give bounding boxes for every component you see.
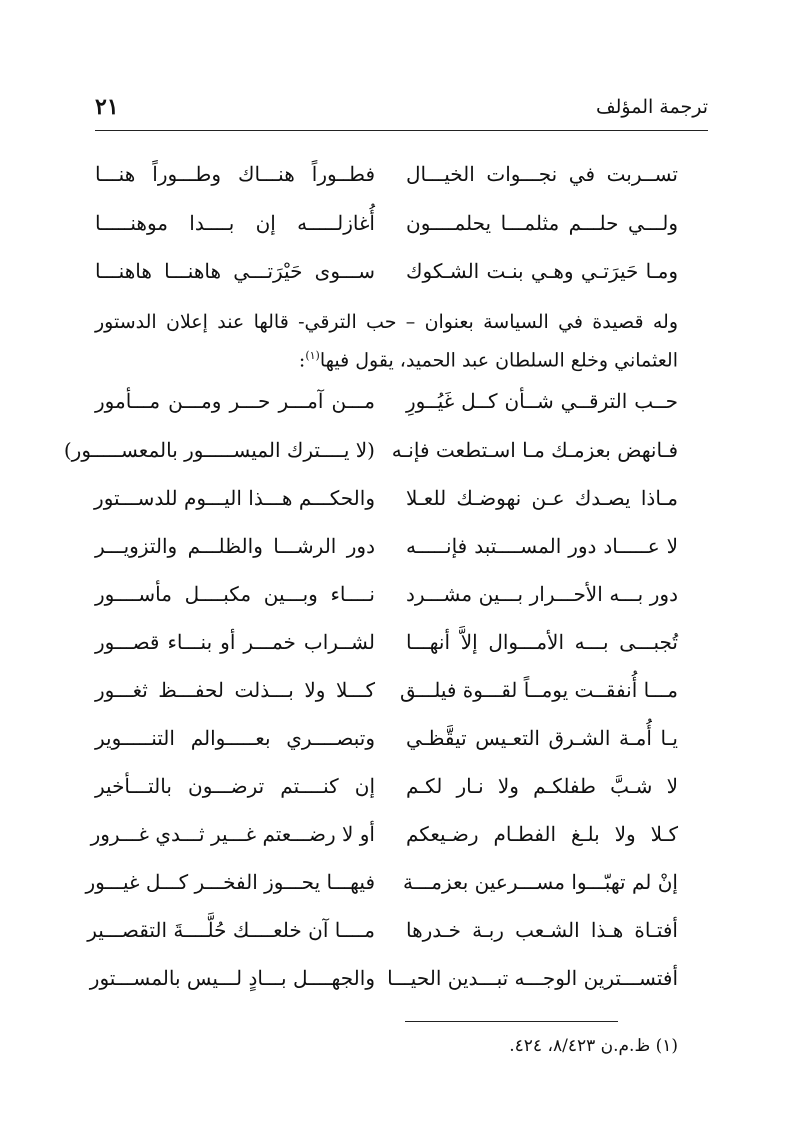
verse-first-hemistich: يـا أُمـة الشـرق التعـيس تيقَّظـي: [406, 726, 678, 750]
verse-first-hemistich: أفتـاة هـذا الشـعب ربـة خـدرها: [406, 918, 678, 942]
verse-first-hemistich: كـلا ولا بلـغ الفطـام رضـيعكم: [406, 822, 678, 846]
verse-line: [95, 574, 678, 614]
verse-line: [95, 670, 678, 710]
footnote: (١) ظ.م.ن ٨/٤٢٣، ٤٢٤.: [509, 1036, 678, 1056]
prose-paragraph: [95, 305, 678, 377]
verse-line: [95, 622, 678, 662]
verse-first-hemistich: حــب الترقــي شــأن كــل غَيُــورِ: [406, 389, 678, 413]
verse-second-hemistich: (لا يــــترك الميســـــور بالمعســـــور): [63, 438, 375, 462]
verse-first-hemistich: مـــا أُنفقــت يومــاً لقـــوة فيلـــق: [399, 678, 678, 702]
footnote-reference: (١): [305, 349, 320, 362]
verse-first-hemistich: أفتســـترين الوجـــه تبـــدين الحيـــا: [387, 966, 678, 990]
verse-second-hemistich: أُغازلـــــه إن بــــدا موهنـــــا: [95, 211, 375, 235]
verse-line: [85, 862, 678, 902]
verse-second-hemistich: نــــاء وبـــين مكبــــل مأســــور: [95, 582, 375, 606]
verse-second-hemistich: إن كنــــتم ترضـــون بالتـــأخير: [95, 774, 375, 798]
verse-first-hemistich: لا شـبَّ طفلكـم ولا نـار لكـم: [406, 774, 678, 798]
verse-line: [63, 430, 678, 470]
verse-second-hemistich: والجهــــل بـــادٍ لـــيس بالمســـتور: [89, 966, 375, 990]
verse-first-hemistich: دور بـــه الأحـــرار بـــين مشـــرد: [406, 582, 678, 606]
verse-second-hemistich: مــــا آن خلعــــك حُلَّــــةَ التقصـــير: [87, 918, 375, 942]
verse-line: [90, 814, 678, 854]
verse-line: [95, 251, 678, 291]
verse-line: [95, 478, 678, 518]
verse-second-hemistich: وتبصــــري بعـــــوالم التنـــــوير: [95, 726, 375, 750]
verse-line: [95, 381, 678, 421]
footnote-divider: [405, 1021, 618, 1022]
verse-first-hemistich: فـانهض بعزمـك مـا اسـتطعت فإنـه: [391, 438, 678, 462]
verse-second-hemistich: مـــن آمـــر حـــر ومـــن مـــأمور: [95, 389, 375, 413]
verse-line: [95, 154, 678, 194]
verse-first-hemistich: مـاذا يصـدك عـن نهوضـك للعـلا: [406, 486, 678, 510]
prose-text: وله قصيدة في السياسة بعنوان – حب الترقي- قالها عند إعلان الدستور العثماني وخلع السلطان عبد الحميد، يقول فيها: [95, 311, 678, 372]
verse-second-hemistich: فيهـــا يحـــوز الفخـــر كـــل غيـــور: [85, 870, 375, 894]
verse-second-hemistich: دور الرشـــا والظلـــم والتزويـــر: [95, 534, 375, 558]
verse-line: [95, 203, 678, 243]
verse-first-hemistich: تُجبـــى بـــه الأمـــوال إلاَّ أنهـــا: [406, 630, 678, 654]
running-title: ترجمة المؤلف: [595, 96, 708, 118]
verse-first-hemistich: ولـــي حلـــم مثلمـــا يحلمــــون: [406, 211, 678, 235]
verse-second-hemistich: أو لا رضـــعتم غـــير ثـــدي غـــرور: [90, 822, 375, 846]
verse-first-hemistich: تســربت في نجـــوات الخيـــال: [406, 162, 678, 186]
verse-second-hemistich: فطــوراً هنـــاك وطـــوراً هنـــا: [95, 162, 375, 186]
verse-first-hemistich: إنْ لم تهبّـــوا مســـرعين بعزمـــة: [403, 870, 678, 894]
page-header: [95, 92, 708, 131]
verse-line: [95, 526, 678, 566]
verse-line: [95, 766, 678, 806]
page-number: ٢١: [95, 94, 119, 120]
verse-second-hemistich: كـــلا ولا بـــذلت لحفـــظ ثغـــور: [95, 678, 375, 702]
verse-second-hemistich: لشــراب خمـــر أو بنـــاء قصـــور: [95, 630, 375, 654]
verse-line: [89, 958, 678, 998]
verse-line: [87, 910, 678, 950]
verse-second-hemistich: والحكـــم هـــذا اليـــوم للدســـتور: [94, 486, 375, 510]
verse-line: [95, 718, 678, 758]
verse-first-hemistich: لا عـــــاد دور المســــتبد فإنـــــه: [406, 534, 678, 558]
verse-second-hemistich: ســـوى حَيْرَتـــي هاهنـــا هاهنـــا: [95, 259, 375, 283]
verse-first-hemistich: ومـا حَيرَتـي وهـي بنـت الشـكوك: [406, 259, 678, 283]
prose-end: :: [298, 349, 306, 372]
